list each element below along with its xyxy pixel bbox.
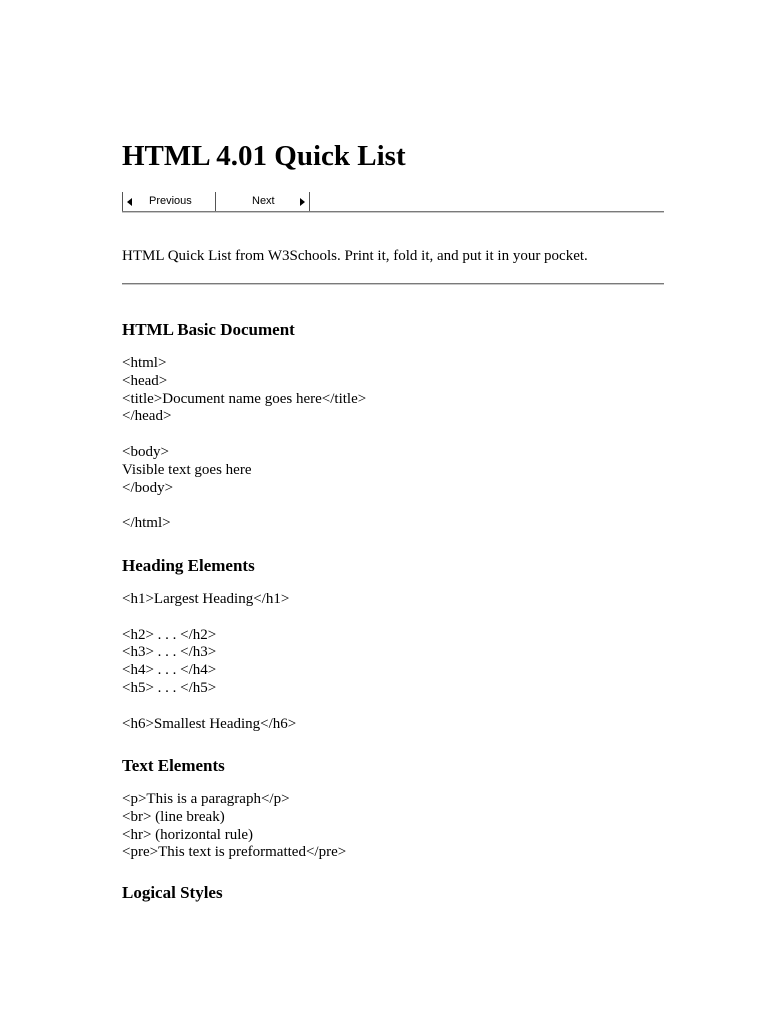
- section-text-elements: [122, 755, 664, 862]
- section-heading: Heading Elements: [122, 556, 255, 575]
- code-lines: [122, 791, 664, 862]
- code-line: <h2> . . . </h2>: [122, 626, 217, 643]
- code-line: Visible text goes here: [122, 461, 252, 478]
- previous-label: Previous: [149, 195, 192, 207]
- next-label: Next: [252, 195, 275, 207]
- code-line: [122, 698, 664, 716]
- previous-button[interactable]: [122, 192, 216, 211]
- code-line: <h5> . . . </h5>: [122, 679, 217, 696]
- code-line: <h6>Smallest Heading</h6>: [122, 715, 297, 732]
- code-line: <body>: [122, 443, 169, 460]
- code-line: <h3> . . . </h3>: [122, 644, 217, 661]
- divider-bottom: [122, 283, 664, 285]
- navigation-bar: [122, 192, 310, 211]
- section-heading: Text Elements: [122, 756, 225, 775]
- code-line: <pre>This text is preformatted</pre>: [122, 844, 347, 861]
- arrow-right-icon: [300, 198, 305, 206]
- code-lines: [122, 591, 664, 733]
- next-button[interactable]: [216, 192, 310, 211]
- code-line: <html>: [122, 355, 167, 371]
- section-heading-elements: [122, 555, 664, 733]
- section-heading: HTML Basic Document: [122, 320, 295, 339]
- intro-text: HTML Quick List from W3Schools. Print it, fold it, and put it in your pocket.: [122, 248, 588, 264]
- code-line: <title>Document name goes here</title>: [122, 390, 367, 407]
- code-line: </html>: [122, 515, 171, 532]
- code-line: [122, 609, 664, 627]
- code-line: <hr> (horizontal rule): [122, 826, 254, 843]
- page-title: HTML 4.01 Quick List: [122, 140, 406, 172]
- code-line: <p>This is a paragraph</p>: [122, 791, 290, 807]
- arrow-left-icon: [127, 198, 132, 206]
- code-line: <head>: [122, 372, 168, 389]
- code-line: [122, 497, 664, 515]
- code-line: [122, 426, 664, 444]
- divider-top: [122, 211, 664, 213]
- code-line: <br> (line break): [122, 808, 225, 825]
- code-line: </body>: [122, 479, 174, 496]
- code-line: </head>: [122, 408, 172, 425]
- code-lines: [122, 355, 664, 533]
- code-line: <h1>Largest Heading</h1>: [122, 591, 290, 607]
- section-basic-document: [122, 319, 664, 533]
- code-line: <h4> . . . </h4>: [122, 662, 217, 679]
- section-logical-styles: [122, 882, 664, 904]
- section-heading: Logical Styles: [122, 883, 223, 902]
